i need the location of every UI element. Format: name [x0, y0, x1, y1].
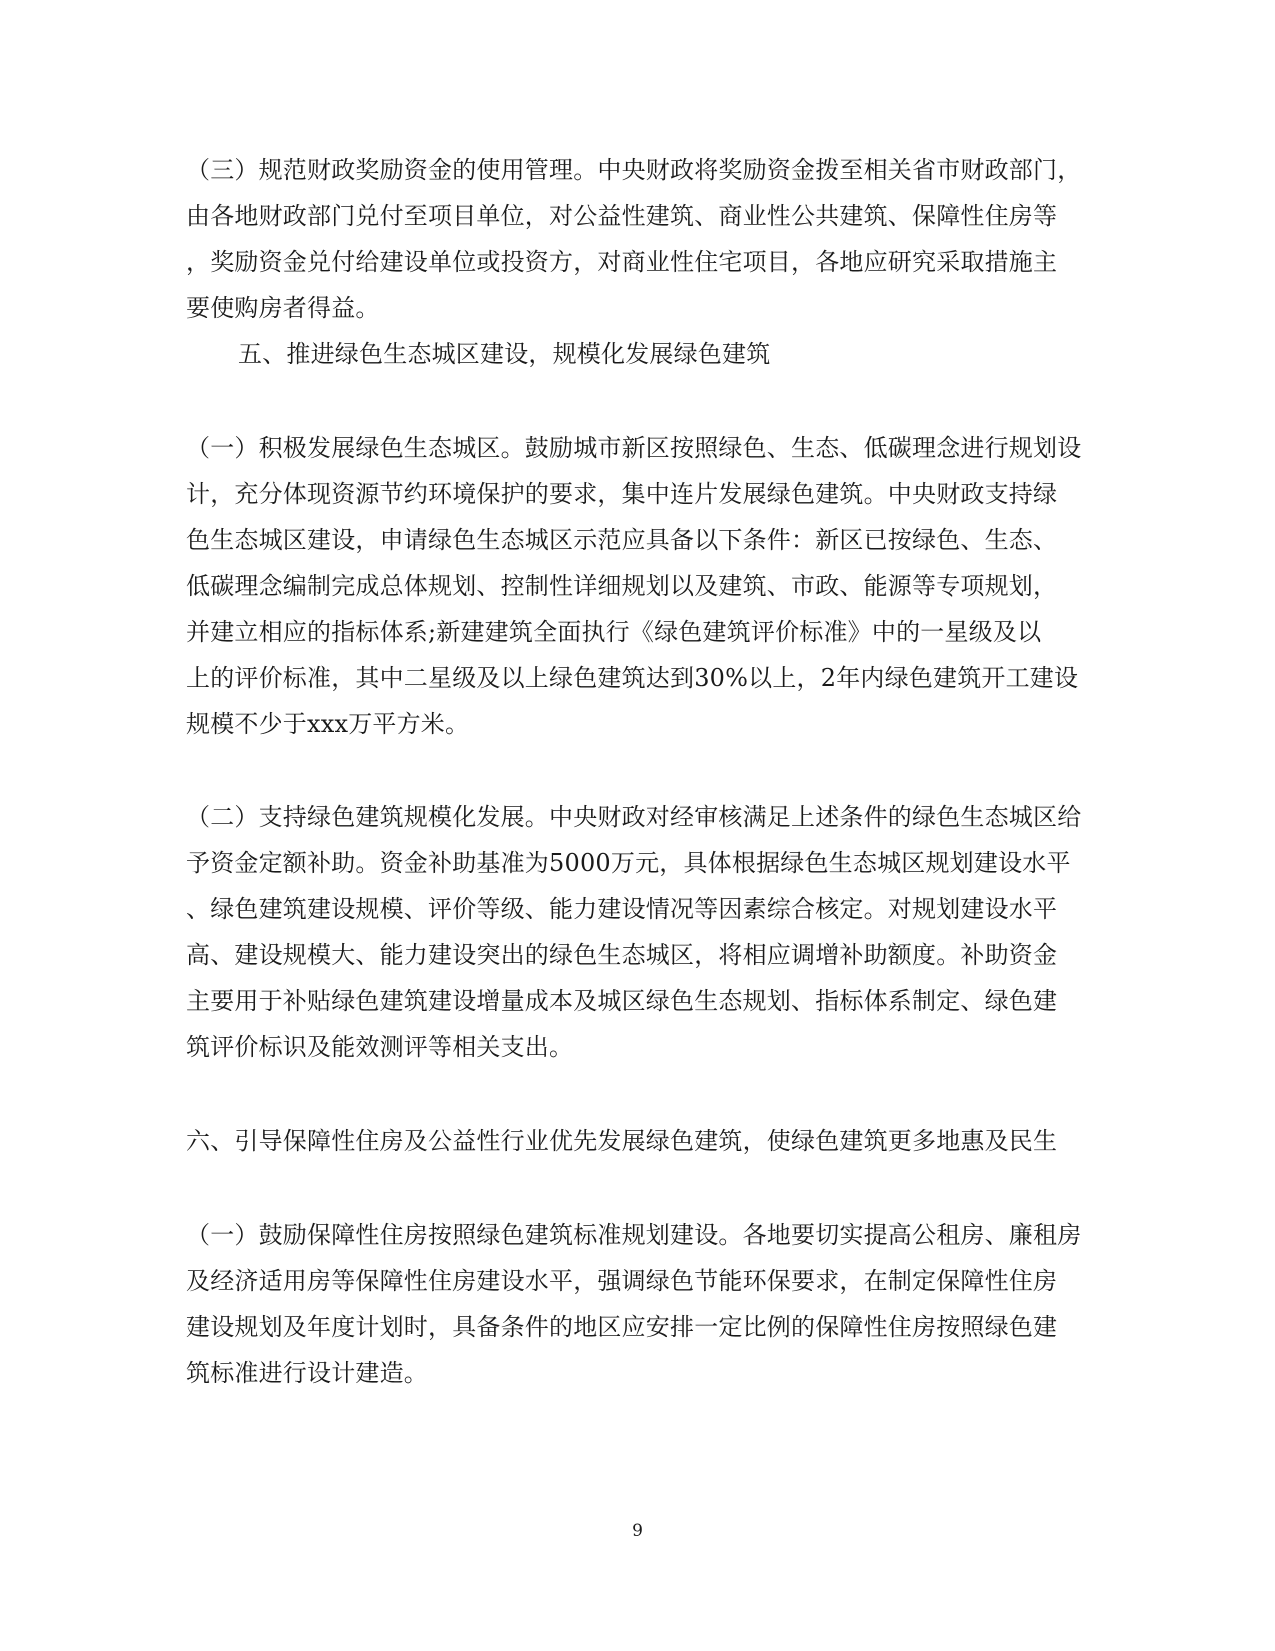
paragraph-3-line-1: （三）规范财政奖励资金的使用管理。中央财政将奖励资金拨至相关省市财政部门，	[186, 156, 1082, 184]
section-6-item-1-line-3: 建设规划及年度计划时，具备条件的地区应安排一定比例的保障性住房按照绿色建	[186, 1313, 1058, 1341]
section-5-item-1-line-1: （一）积极发展绿色生态城区。鼓励城市新区按照绿色、生态、低碳理念进行规划设	[186, 434, 1082, 462]
section-5-item-2-line-5: 主要用于补贴绿色建筑建设增量成本及城区绿色生态规划、指标体系制定、绿色建	[186, 987, 1058, 1015]
section-5-item-2-line-1: （二）支持绿色建筑规模化发展。中央财政对经审核满足上述条件的绿色生态城区给	[186, 803, 1082, 831]
paragraph-3-line-2: 由各地财政部门兑付至项目单位，对公益性建筑、商业性公共建筑、保障性住房等	[186, 202, 1058, 230]
page-number: 9	[632, 1521, 643, 1541]
section-5-item-2-line-6: 筑评价标识及能效测评等相关支出。	[186, 1033, 574, 1061]
section-5-item-1-line-4: 低碳理念编制完成总体规划、控制性详细规划以及建筑、市政、能源等专项规划，	[186, 572, 1058, 600]
section-5-item-1-line-5: 并建立相应的指标体系;新建建筑全面执行《绿色建筑评价标准》中的一星级及以	[186, 618, 1042, 646]
section-5-item-2-line-2: 予资金定额补助。资金补助基准为5000万元，具体根据绿色生态城区规划建设水平	[186, 849, 1071, 877]
paragraph-3-line-4: 要使购房者得益。	[186, 294, 380, 322]
section-6-item-1-line-2: 及经济适用房等保障性住房建设水平，强调绿色节能环保要求，在制定保障性住房	[186, 1267, 1058, 1295]
section-5-item-1-line-6: 上的评价标准，其中二星级及以上绿色建筑达到30%以上，2年内绿色建筑开工建设	[186, 664, 1079, 692]
section-5-heading: 五、推进绿色生态城区建设，规模化发展绿色建筑	[238, 340, 771, 368]
paragraph-3-line-3: ，奖励资金兑付给建设单位或投资方，对商业性住宅项目，各地应研究采取措施主	[186, 248, 1058, 276]
section-5-item-1-line-7: 规模不少于xxx万平方米。	[186, 710, 470, 738]
section-6-item-1-line-1: （一）鼓励保障性住房按照绿色建筑标准规划建设。各地要切实提高公租房、廉租房	[186, 1221, 1082, 1249]
section-5-item-2-line-3: 、绿色建筑建设规模、评价等级、能力建设情况等因素综合核定。对规划建设水平	[186, 895, 1058, 923]
section-6-heading: 六、引导保障性住房及公益性行业优先发展绿色建筑，使绿色建筑更多地惠及民生	[186, 1127, 1058, 1155]
section-5-item-1-line-3: 色生态城区建设，申请绿色生态城区示范应具备以下条件：新区已按绿色、生态、	[186, 526, 1058, 554]
section-5-item-1-line-2: 计，充分体现资源节约环境保护的要求，集中连片发展绿色建筑。中央财政支持绿	[186, 480, 1058, 508]
section-6-item-1-line-4: 筑标准进行设计建造。	[186, 1359, 428, 1387]
section-5-item-2-line-4: 高、建设规模大、能力建设突出的绿色生态城区，将相应调增补助额度。补助资金	[186, 941, 1058, 969]
